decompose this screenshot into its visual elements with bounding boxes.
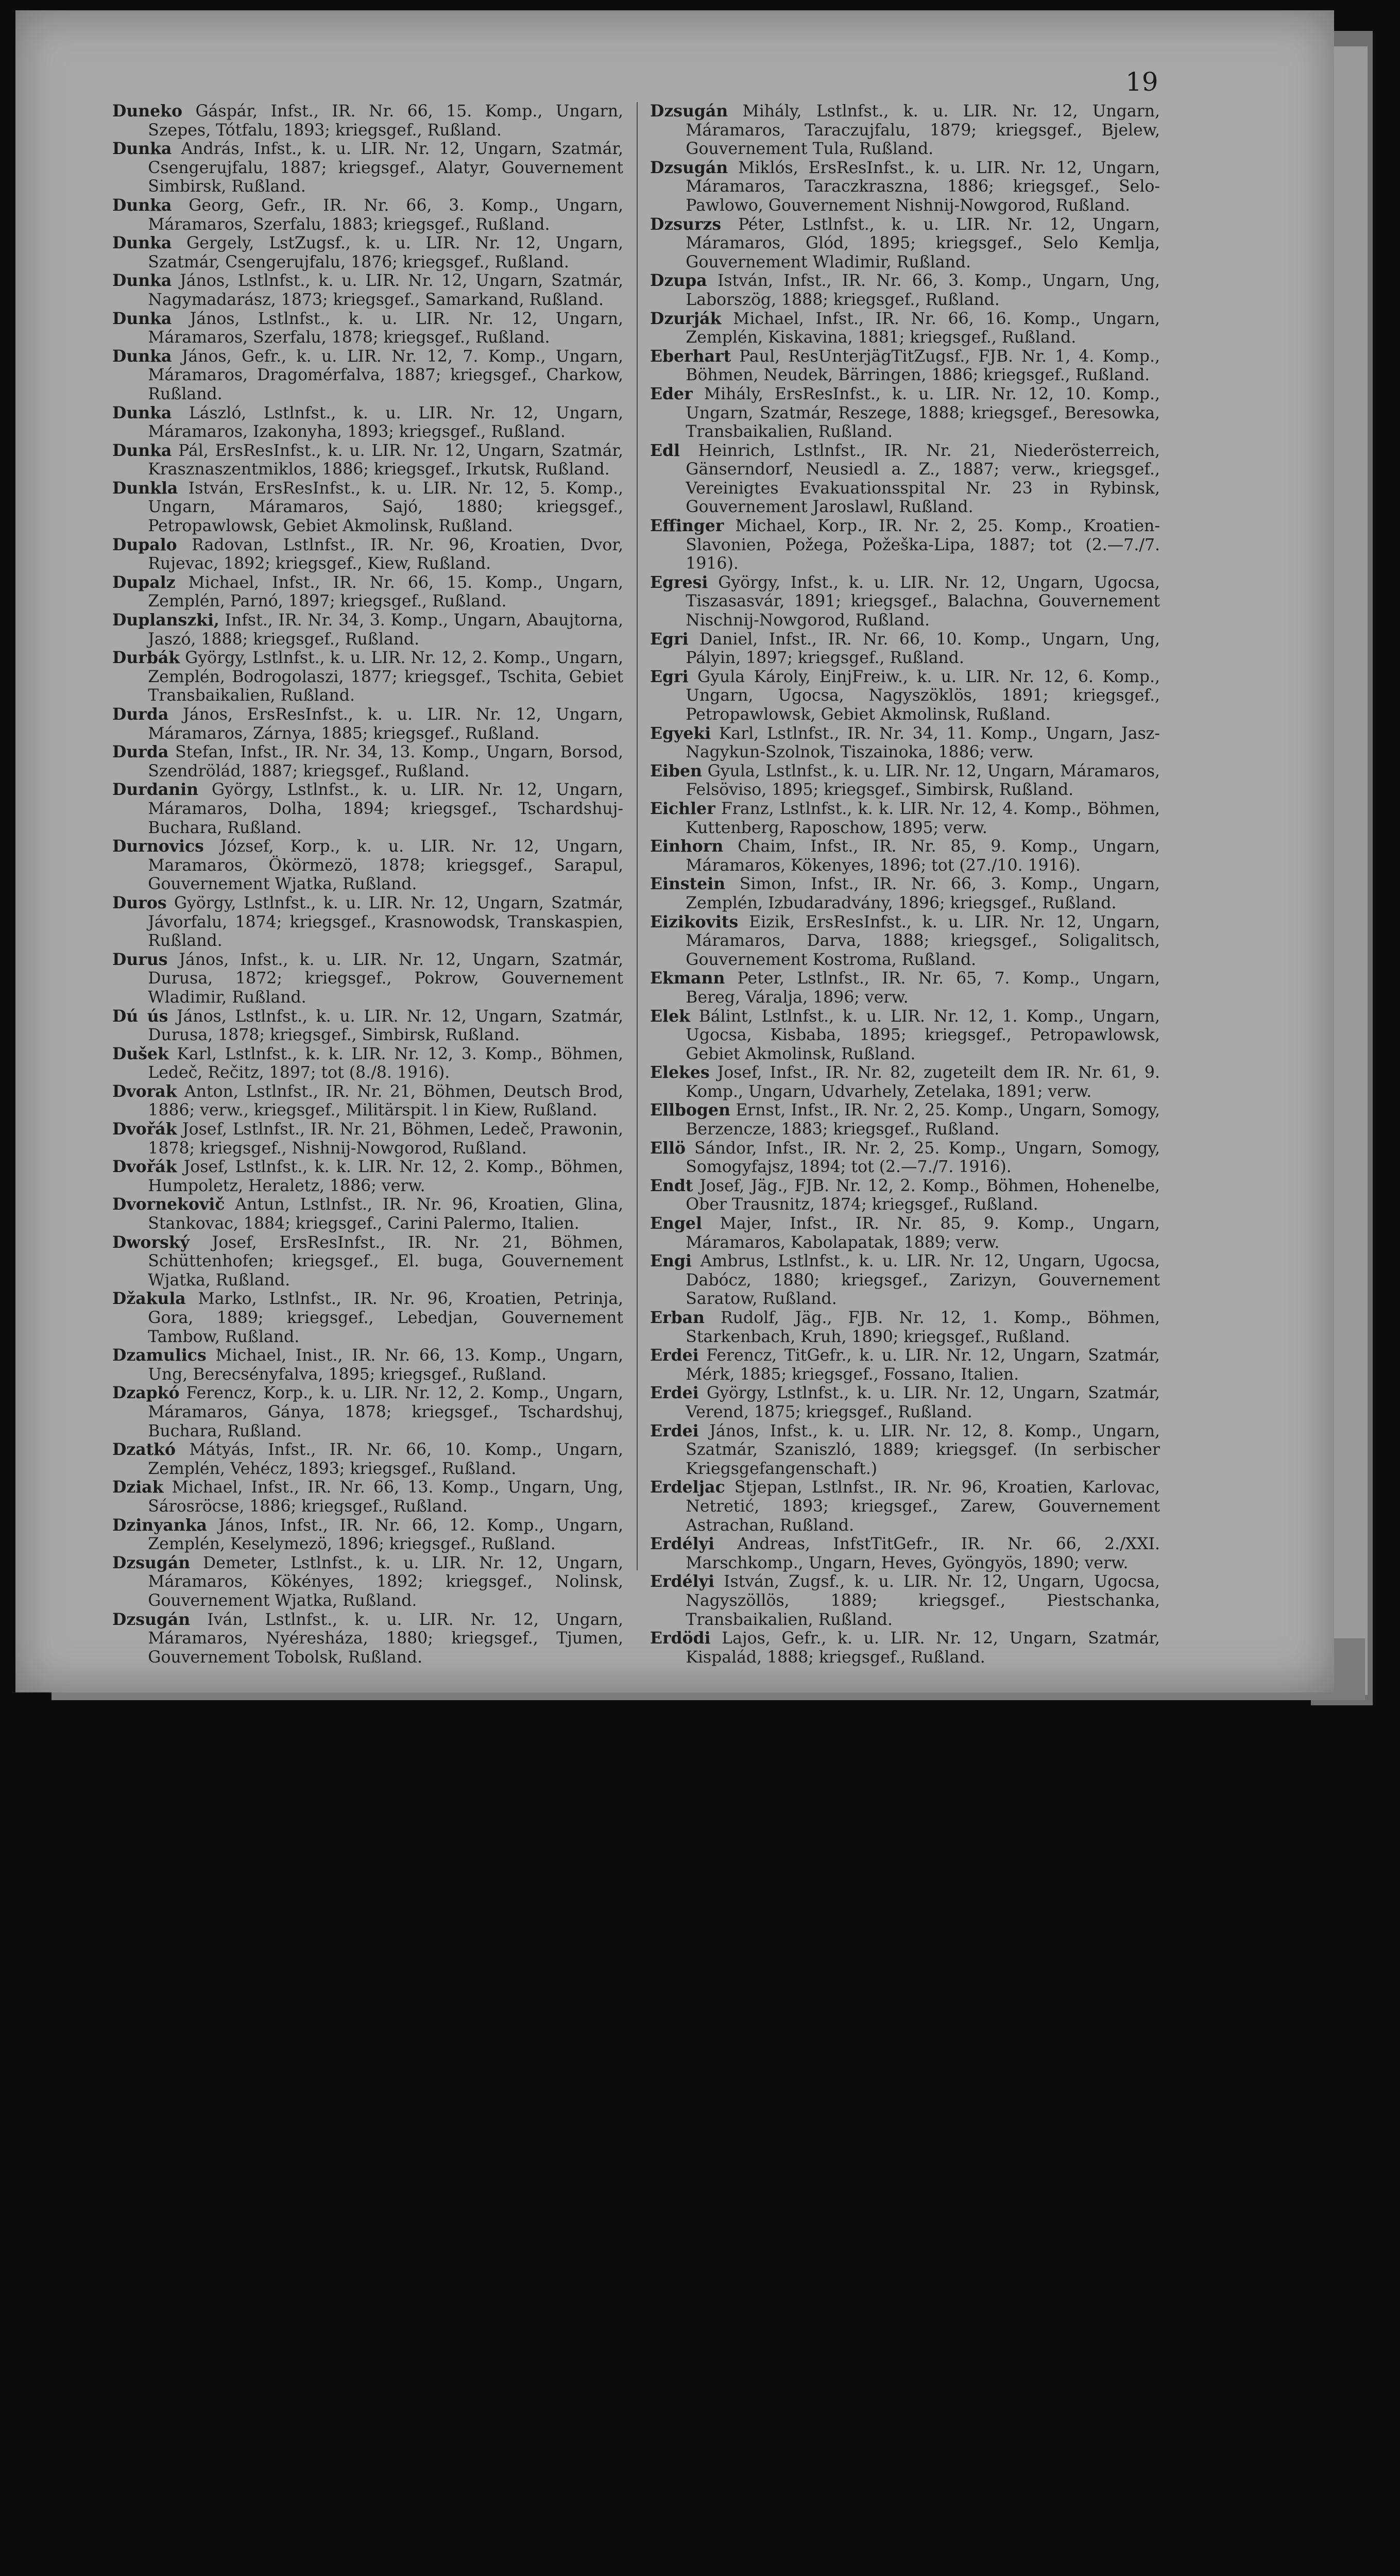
entry-surname: Egresi [650,572,708,592]
list-item [650,837,1160,875]
entry-details: Michael, Infst., IR. Nr. 66, 13. Komp., Ungarn, Ung, Sárosröcse, 1886; kriegsgef., Rußland. [148,1478,623,1516]
entry-details: Simon, Infst., IR. Nr. 66, 3. Komp., Ungarn, Zemplén, Izbudaradvány, 1896; kriegsgef., Rußland. [686,875,1160,912]
list-item [112,347,623,404]
entry-surname: Erdei [650,1421,699,1440]
entry-surname: Egri [650,667,689,686]
entry-details: Pál, ErsResInfst., k. u. LIR. Nr. 12, Ungarn, Szatmár, Krasznaszentmiklos, 1886; kriegsgef., Irkutsk, Rußland. [148,441,623,479]
entry-details: Ambrus, Lstlnfst., k. u. LIR. Nr. 12, Ungarn, Ugocsa, Dabócz, 1880; kriegsgef., Zarizyn, Gouvernement Saratow, Rußland. [686,1252,1160,1309]
list-item [112,1045,623,1082]
entry-surname: Dunka [112,139,172,159]
entry-details: Josef, Lstlnfst., k. k. LIR. Nr. 12, 2. Komp., Böhmen, Humpoletz, Heraletz, 1886; verw. [148,1158,623,1195]
entry-surname: Eberhart [650,346,731,366]
list-item [112,1158,623,1195]
list-item [112,837,623,894]
entry-details: Paul, ResUnterjägTitZugsf., FJB. Nr. 1, 4. Komp., Böhmen, Neudek, Bärringen, 1886; kriegsgef., Rußland. [686,347,1160,385]
list-item [112,781,623,837]
entry-details: József, Korp., k. u. LIR. Nr. 12, Ungarn, Maramaros, Ökörmezö, 1878; kriegsgef., Sarapul, Gouvernement Wjatka, Rußland. [148,837,623,894]
entry-surname: Dunka [112,440,172,460]
entry-details: György, Infst., k. u. LIR. Nr. 12, Ungarn, Ugocsa, Tiszasasvár, 1891; kriegsgef., Balachna, Gouvernement Nischnij-Nowgorod, Rußland. [686,573,1160,630]
list-item [650,1629,1160,1667]
list-item [650,1535,1160,1572]
entry-surname: Dupalo [112,535,177,554]
list-item [112,272,623,309]
list-item [112,573,623,611]
entry-details: István, Zugsf., k. u. LIR. Nr. 12, Ungarn, Ugocsa, Nagyszöllös, 1889; kriegsgef., Piestschanka, Transbaikalien, Rußland. [686,1572,1160,1629]
entry-surname: Dú ús [112,1006,168,1026]
entry-details: Marko, Lstlnfst., IR. Nr. 96, Kroatien, Petrinja, Gora, 1889; kriegsgef., Lebedjan, Gouvernement Tambow, Rußland. [148,1290,623,1346]
list-item [650,1478,1160,1535]
list-item [112,611,623,649]
entry-surname: Duplanszki, [112,611,219,630]
entry-details: Eizik, ErsResInfst., k. u. LIR. Nr. 12, Ungarn, Máramaros, Darva, 1888; kriegsgef., Soligalitsch, Gouvernement Kostroma, Rußland. [686,912,1160,969]
entry-surname: Egri [650,629,689,649]
entry-details: Majer, Infst., IR. Nr. 85, 9. Komp., Ungarn, Máramaros, Kabolapatak, 1889; verw. [686,1214,1160,1252]
entry-details: Infst., IR. Nr. 34, 3. Komp., Ungarn, Abaujtorna, Jaszó, 1888; kriegsgef., Rußland. [148,611,623,649]
entry-surname: Dvorak [112,1081,177,1101]
entry-surname: Erban [650,1308,705,1327]
list-item [650,800,1160,837]
entry-surname: Dunka [112,346,172,366]
entry-details: Mátyás, Infst., IR. Nr. 66, 10. Komp., Ungarn, Zemplén, Vehécz, 1893; kriegsgef., Rußland. [148,1440,623,1478]
right-column [650,102,1160,1667]
list-item [112,1516,623,1554]
entry-details: Andreas, InfstTitGefr., IR. Nr. 66, 2./XXI. Marschkomp., Ungarn, Heves, Gyöngyös, 1890; verw. [686,1535,1160,1572]
entry-surname: Dvořák [112,1120,177,1139]
entry-details: Heinrich, Lstlnfst., IR. Nr. 21, Niederösterreich, Gänserndorf, Neusiedl a. Z., 1887; verw., kriegsgef., Vereinigtes Evakuationsspital Nr. 23 in Rybinsk, Gouvernement Jaroslawl, Rußland. [680,441,1160,517]
entry-details: Gáspár, Infst., IR. Nr. 66, 15. Komp., Ungarn, Szepes, Tótfalu, 1893; kriegsgef., Rußland. [148,102,623,140]
list-item [650,310,1160,347]
entry-surname: Dvornekovič [112,1195,225,1214]
column-divider [637,102,638,1570]
viewer-footer [0,1744,1400,1854]
list-item [650,102,1160,159]
entry-surname: Ekmann [650,969,725,988]
list-item [650,1177,1160,1214]
entry-details: Michael, Infst., IR. Nr. 66, 16. Komp., Ungarn, Zemplén, Kiskavina, 1881; kriegsgef., Rußland. [686,309,1160,347]
scanned-page [15,10,1334,1692]
entry-details: Stefan, Infst., IR. Nr. 34, 13. Komp., Ungarn, Borsod, Szendrölád, 1887; kriegsgef., Rußland. [148,743,623,781]
entry-surname: Durdanin [112,780,199,800]
entry-surname: Dvořák [112,1157,177,1177]
entry-details: Gergely, LstZugsf., k. u. LIR. Nr. 12, Ungarn, Szatmár, Csengerujfalu, 1876; kriegsgef., Rußland. [148,234,623,272]
entry-details: Mihály, ErsResInfst., k. u. LIR. Nr. 12, 10. Komp., Ungarn, Szatmár, Reszege, 1888; kriegsgef., Beresowka, Transbaikalien, Rußland. [686,384,1160,442]
entry-details: János, Infst., IR. Nr. 66, 12. Komp., Ungarn, Zemplén, Keselymezö, 1896; kriegsgef., Rußland. [148,1516,623,1554]
list-item [650,385,1160,442]
entry-surname: Dzsugán [650,101,728,121]
list-item [650,1214,1160,1252]
list-item [112,951,623,1007]
entry-details: János, Lstlnfst., k. u. LIR. Nr. 12, Ungarn, Szatmár, Nagymadarász, 1873; kriegsgef., Samarkand, Rußland. [148,272,623,309]
list-item [112,1478,623,1516]
list-item [112,1007,623,1045]
entry-details: Michael, Korp., IR. Nr. 2, 25. Komp., Kroatien-Slavonien, Požega, Požeška-Lipa, 1887; tot (2.—7./7. 1916). [686,517,1160,573]
list-item [112,894,623,951]
entry-surname: Ellö [650,1138,686,1158]
entry-surname: Eizikovits [650,912,739,931]
list-item [650,668,1160,724]
entry-details: György, Lstlnfst., k. u. LIR. Nr. 12, 2. Komp., Ungarn, Zemplén, Bodrogolaszi, 1877; kriegsgef., Tschita, Gebiet Transbaikalien, Rußland. [148,649,623,705]
entry-surname: Eichler [650,799,715,818]
entry-surname: Eder [650,384,693,403]
entry-surname: Eiben [650,761,702,781]
entry-details: Gyula, Lstlnfst., k. u. LIR. Nr. 12, Ungarn, Máramaros, Felsöviso, 1895; kriegsgef., Simbirsk, Rußland. [686,761,1160,800]
list-item [650,347,1160,385]
entry-surname: Elekes [650,1063,710,1082]
list-item [112,1384,623,1440]
entry-details: László, Lstlnfst., k. u. LIR. Nr. 12, Ungarn, Máramaros, Izakonyha, 1893; kriegsgef., Rußland. [148,403,623,442]
entry-surname: Erdélyi [650,1572,714,1591]
list-item [112,1233,623,1290]
entry-surname: Durus [112,950,168,969]
entry-details: János, Lstlnfst., k. u. LIR. Nr. 12, Ungarn, Szatmár, Durusa, 1878; kriegsgef., Simbirsk, Rußland. [148,1007,623,1045]
entry-details: György, Lstlnfst., k. u. LIR. Nr. 12, Ungarn, Máramaros, Dolha, 1894; kriegsgef., Tschardshuj-Buchara, Rußland. [148,781,623,837]
list-item [650,1384,1160,1421]
entry-details: János, Infst., k. u. LIR. Nr. 12, Ungarn, Szatmár, Durusa, 1872; kriegsgef., Pokrow, Gouvernement Wladimir, Rußland. [148,950,623,1007]
entry-surname: Duneko [112,101,182,121]
list-item [650,215,1160,272]
list-item [112,1440,623,1478]
entry-surname: Engi [650,1251,692,1271]
entry-surname: Dupalz [112,572,176,592]
list-item [650,630,1160,668]
entry-details: Ernst, Infst., IR. Nr. 2, 25. Komp., Ungarn, Somogy, Berzencze, 1883; kriegsgef., Rußland. [686,1101,1160,1139]
entry-details: János, ErsResInfst., k. u. LIR. Nr. 12, Ungarn, Máramaros, Zárnya, 1885; kriegsgef., Rußland. [148,705,623,743]
entry-surname: Dzupa [650,271,707,291]
entry-details: Sándor, Infst., IR. Nr. 2, 25. Komp., Ungarn, Somogy, Somogyfajsz, 1894; tot (2.—7./7. 1916). [685,1139,1160,1177]
entry-details: Ferencz, Korp., k. u. LIR. Nr. 12, 2. Komp., Ungarn, Máramaros, Gánya, 1878; kriegsgef., Tschardshuj, Buchara, Rußland. [148,1384,623,1440]
entry-surname: Dzatkó [112,1440,176,1460]
entry-details: Radovan, Lstlnfst., IR. Nr. 96, Kroatien, Dvor, Rujevac, 1892; kriegsgef., Kiew, Rußland. [148,535,623,573]
list-item [650,1063,1160,1101]
entry-surname: Durnovics [112,837,204,856]
list-item [112,140,623,196]
entry-details: Daniel, Infst., IR. Nr. 66, 10. Komp., Ungarn, Ung, Pályin, 1897; kriegsgef., Rußland. [686,630,1160,668]
entry-surname: Dunka [112,271,172,291]
entry-surname: Dziak [112,1478,164,1497]
list-item [112,1120,623,1158]
entry-surname: Dunka [112,195,172,215]
entry-details: Josef, Lstlnfst., IR. Nr. 21, Böhmen, Ledeč, Prawonin, 1878; kriegsgef., Nishnij-Nowgorod, Rußland. [148,1120,623,1158]
entry-details: Miklós, ErsResInfst., k. u. LIR. Nr. 12, Ungarn, Máramaros, Taraczkraszna, 1886; kriegsgef., Selo-Pawlowo, Gouvernement Nishnij-Nowgorod, Rußland. [686,158,1160,215]
entry-surname: Erdödi [650,1629,711,1648]
entry-details: Iván, Lstlnfst., k. u. LIR. Nr. 12, Ungarn, Máramaros, Nyéresháza, 1880; kriegsgef., Tjumen, Gouvernement Tobolsk, Rußland. [148,1610,623,1667]
entry-surname: Dzsurzs [650,214,722,234]
list-item [112,1082,623,1120]
page-number: 19 [1125,67,1158,97]
entry-details: Péter, Lstlnfst., k. u. LIR. Nr. 12, Ungarn, Máramaros, Glód, 1895; kriegsgef., Selo Kemlja, Gouvernement Wladimir, Rußland. [686,215,1160,272]
list-item [112,1346,623,1384]
entry-surname: Dzurják [650,309,722,328]
list-item [112,649,623,705]
entry-surname: Džakula [112,1289,186,1309]
entry-surname: Egyeki [650,723,711,743]
list-item [650,573,1160,630]
list-item [112,536,623,573]
list-item [112,1195,623,1233]
entry-surname: Erdei [650,1383,699,1403]
list-item [650,1007,1160,1064]
entry-details: Lajos, Gefr., k. u. LIR. Nr. 12, Ungarn, Szatmár, Kispalád, 1888; kriegsgef., Rußland. [686,1629,1160,1667]
list-item [650,442,1160,517]
entry-surname: Dzapkó [112,1383,180,1403]
list-item [112,310,623,347]
list-item [112,1290,623,1346]
entry-surname: Dzsugán [112,1609,191,1629]
entry-details: Josef, ErsResInfst., IR. Nr. 21, Böhmen, Schüttenhofen; kriegsgef., El. buga, Gouvernement Wjatka, Rußland. [148,1233,623,1290]
entry-details: Peter, Lstlnfst., IR. Nr. 65, 7. Komp., Ungarn, Bereg, Váralja, 1896; verw. [686,969,1160,1007]
list-item [650,969,1160,1007]
entry-details: Demeter, Lstlnfst., k. u. LIR. Nr. 12, Ungarn, Máramaros, Kökényes, 1892; kriegsgef., Nolinsk, Gouvernement Wjatka, Rußland. [148,1553,623,1610]
list-item [112,442,623,479]
list-item [650,1572,1160,1629]
list-item [112,1611,623,1667]
entry-surname: Dunka [112,403,172,422]
list-item [650,724,1160,762]
entry-details: Georg, Gefr., IR. Nr. 66, 3. Komp., Ungarn, Máramaros, Szerfalu, 1883; kriegsgef., Rußland. [148,196,623,234]
list-item [650,1101,1160,1139]
entry-surname: Einstein [650,874,726,894]
list-item [650,1346,1160,1384]
entry-surname: Dzsugán [650,158,728,177]
entry-details: Karl, Lstlnfst., k. k. LIR. Nr. 12, 3. Komp., Böhmen, Ledeč, Rečitz, 1897; tot (8./8. 1916). [148,1044,623,1082]
entry-surname: Dunka [112,309,172,328]
entry-details: Bálint, Lstlnfst., k. u. LIR. Nr. 12, 1. Komp., Ungarn, Ugocsa, Kisbaba, 1895; kriegsgef., Petropawlowsk, Gebiet Akmolinsk, Rußland. [686,1007,1160,1063]
entry-details: Karl, Lstlnfst., IR. Nr. 34, 11. Komp., Ungarn, Jasz-Nagykun-Szolnok, Tiszainoka, 1886; verw. [686,724,1160,762]
entry-surname: Dzamulics [112,1346,207,1365]
list-item [112,102,623,140]
list-item [650,1139,1160,1177]
entry-surname: Erdeljac [650,1478,725,1497]
entry-surname: Endt [650,1176,693,1195]
entry-details: Anton, Lstlnfst., IR. Nr. 21, Böhmen, Deutsch Brod, 1886; verw., kriegsgef., Militärspit. l in Kiew, Rußland. [148,1082,623,1120]
entry-details: Ferencz, TitGefr., k. u. LIR. Nr. 12, Ungarn, Szatmár, Mérk, 1885; kriegsgef., Fossano, Italien. [686,1346,1160,1384]
entry-details: István, ErsResInfst., k. u. LIR. Nr. 12, 5. Komp., Ungarn, Máramaros, Sajó, 1880; kriegsgef., Petropawlowsk, Gebiet Akmolinsk, Rußland. [148,479,623,536]
list-item [650,159,1160,215]
entry-surname: Engel [650,1214,702,1233]
left-column [112,102,623,1667]
entry-surname: Duros [112,893,167,912]
entry-details: Franz, Lstlnfst., k. k. LIR. Nr. 12, 4. Komp., Böhmen, Kuttenberg, Raposchow, 1895; verw. [686,799,1160,837]
entry-details: György, Lstlnfst., k. u. LIR. Nr. 12, Ungarn, Szatmár, Verend, 1875; kriegsgef., Rußland. [686,1384,1160,1421]
entry-surname: Dunka [112,233,172,253]
entry-details: Michael, Infst., IR. Nr. 66, 15. Komp., Ungarn, Zemplén, Parnó, 1897; kriegsgef., Rußland. [148,573,623,611]
list-item [112,705,623,743]
entry-surname: Elek [650,1006,690,1026]
entry-surname: Durbák [112,648,180,668]
entry-surname: Effinger [650,516,724,536]
list-item [650,875,1160,912]
entry-surname: Durda [112,742,169,762]
list-item [650,1309,1160,1346]
entry-surname: Dzsugán [112,1553,191,1572]
entry-surname: Dworský [112,1232,190,1252]
entry-details: János, Lstlnfst., k. u. LIR. Nr. 12, Ungarn, Máramaros, Szerfalu, 1878; kriegsgef., Rußland. [148,309,623,347]
list-item [650,1422,1160,1479]
entry-surname: Ellbogen [650,1100,730,1120]
entry-details: Rudolf, Jäg., FJB. Nr. 12, 1. Komp., Böhmen, Starkenbach, Kruh, 1890; kriegsgef., Rußland. [686,1309,1160,1346]
entry-details: Josef, Jäg., FJB. Nr. 12, 2. Komp., Böhmen, Hohenelbe, Ober Trausnitz, 1874; kriegsgef., Rußland. [686,1176,1160,1214]
list-item [112,404,623,442]
list-item [650,913,1160,970]
entry-details: Antun, Lstlnfst., IR. Nr. 96, Kroatien, Glina, Stankovac, 1884; kriegsgef., Carini Palermo, Italien. [148,1195,623,1233]
entry-surname: Einhorn [650,837,724,856]
list-item [112,743,623,781]
entry-surname: Edl [650,440,680,460]
list-item [112,234,623,272]
entry-details: János, Infst., k. u. LIR. Nr. 12, 8. Komp., Ungarn, Szatmár, Szaniszló, 1889; kriegsgef. (In serbischer Kriegsgefangenschaft.) [686,1421,1160,1478]
entry-details: Josef, Infst., IR. Nr. 82, zugeteilt dem IR. Nr. 61, 9. Komp., Ungarn, Udvarhely, Zetelaka, 1891; verw. [686,1063,1160,1101]
entry-details: György, Lstlnfst., k. u. LIR. Nr. 12, Ungarn, Szatmár, Jávorfalu, 1874; kriegsgef., Krasnowodsk, Transkaspien, Rußland. [148,893,623,951]
entry-surname: Dzinyanka [112,1515,207,1535]
entry-details: Michael, Inist., IR. Nr. 66, 13. Komp., Ungarn, Ung, Berecsényfalva, 1895; kriegsgef., Rußland. [148,1346,623,1384]
list-item [650,272,1160,309]
entry-surname: Dušek [112,1044,169,1063]
entry-surname: Dunkla [112,478,178,498]
entry-surname: Erdei [650,1346,699,1365]
list-item [112,196,623,234]
entry-surname: Durda [112,705,169,724]
entry-details: Stjepan, Lstlnfst., IR. Nr. 96, Kroatien, Karlovac, Netretić, 1893; kriegsgef., Zarew, Gouvernement Astrachan, Rußland. [686,1478,1160,1535]
list-item [112,1554,623,1611]
entry-surname: Erdélyi [650,1534,714,1554]
list-item [650,1252,1160,1309]
entry-details: Chaim, Infst., IR. Nr. 85, 9. Komp., Ungarn, Máramaros, Kökenyes, 1896; tot (27./10. 1916). [686,837,1160,875]
entry-details: Gyula Károly, EinjFreiw., k. u. LIR. Nr. 12, 6. Komp., Ungarn, Ugocsa, Nagyszöklös, 1891; kriegsgef., Petropawlowsk, Gebiet Akmolinsk, Rußland. [686,667,1160,724]
list-item [650,762,1160,800]
entry-details: András, Infst., k. u. LIR. Nr. 12, Ungarn, Szatmár, Csengerujfalu, 1887; kriegsgef., Alatyr, Gouvernement Simbirsk, Rußland. [148,140,623,196]
entry-details: István, Infst., IR. Nr. 66, 3. Komp., Ungarn, Ung, Laborszög, 1888; kriegsgef., Rußland. [686,272,1160,309]
entry-details: János, Gefr., k. u. LIR. Nr. 12, 7. Komp., Ungarn, Máramaros, Dragomérfalva, 1887; kriegsgef., Charkow, Rußland. [148,347,623,403]
list-item [650,517,1160,573]
entry-details: Mihály, Lstlnfst., k. u. LIR. Nr. 12, Ungarn, Máramaros, Taraczujfalu, 1879; kriegsgef., Bjelew, Gouvernement Tula, Rußland. [686,102,1160,159]
list-item [112,479,623,536]
